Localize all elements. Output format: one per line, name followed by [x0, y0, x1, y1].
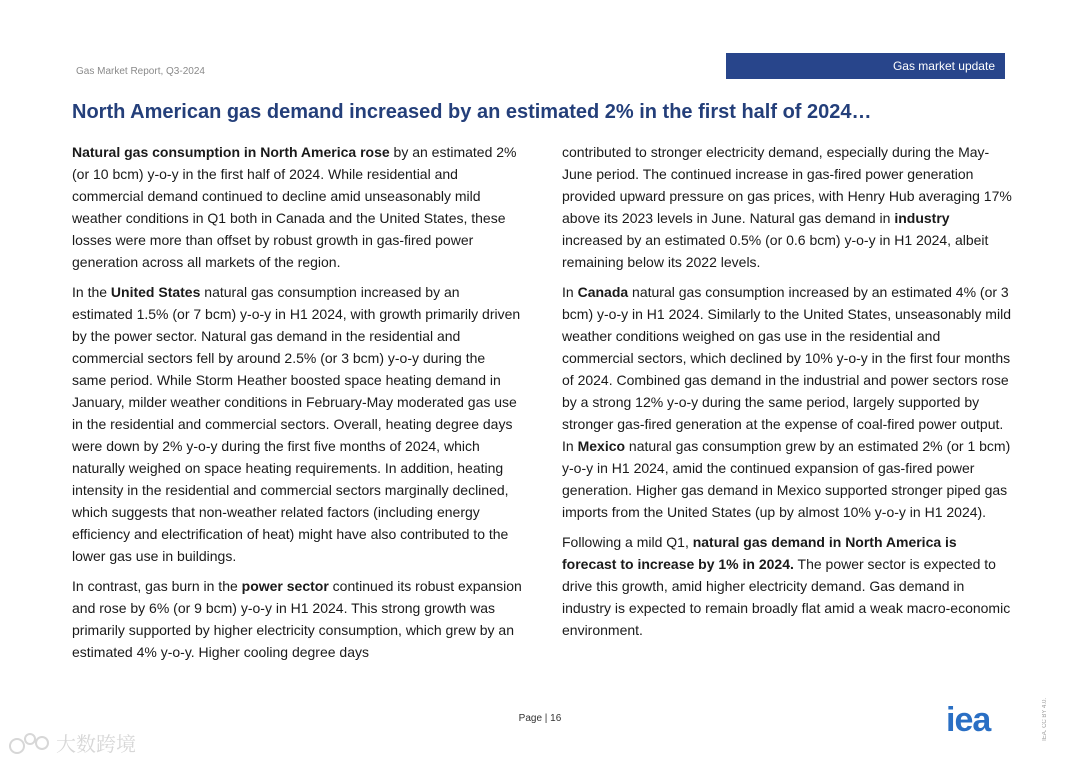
- text-run: by an estimated 2% (or 10 bcm) y-o-y in the first half of 2024. While residential and commercial demand continued to decline amid unseasonably mild weather conditions in Q1 both in Canada and the United States, these losses were more than offset by robust growth in gas-fired power generation across all markets of the region.: [72, 144, 517, 270]
- page-number: Page | 16: [518, 713, 562, 724]
- report-name: Gas Market Report, Q3-2024: [76, 66, 205, 77]
- text-run: In the: [72, 284, 111, 300]
- body-paragraph: [72, 141, 522, 273]
- text-run: continued its robust expansion and rose by 6% (or 9 bcm) y-o-y in H1 2024. This strong growth was primarily supported by higher electricity consumption, which grew by an estimated 4% y-o-y. Higher cooling degree days: [72, 578, 522, 660]
- page-title: North American gas demand increased by an estimated 2% in the first half of 2024…: [72, 101, 872, 123]
- section-tag: Gas market update: [726, 53, 1005, 79]
- watermark-text: 大数跨境: [56, 732, 136, 756]
- bold-phrase: Natural gas consumption in North America rose: [72, 144, 390, 160]
- text-run: natural gas consumption grew by an estimated 2% (or 1 bcm) y-o-y in H1 2024, amid the continued expansion of gas-fired power generation. Higher gas demand in Mexico supported stronger piped gas imports from the United States (up by almost 10% y-o-y in H1 2024).: [562, 438, 1011, 520]
- text-run: In contrast, gas burn in the: [72, 578, 242, 594]
- watermark: [8, 728, 136, 757]
- bold-phrase: United States: [110, 284, 201, 300]
- text-run: The power sector is expected to drive this growth, amid higher electricity demand. Gas demand in industry is expected to remain broadly flat amid a weak macro-economic environment.: [562, 556, 1011, 638]
- iea-logo: iea: [946, 701, 991, 739]
- watermark-logo-icon: [8, 730, 52, 756]
- bold-phrase: Canada: [577, 284, 629, 300]
- body-paragraph: [562, 281, 1012, 523]
- bold-phrase: industry: [894, 210, 950, 226]
- text-run: natural gas consumption increased by an estimated 4% (or 3 bcm) y-o-y in H1 2024. Similarly to the United States, unseasonably mild weather conditions weighed on gas use in the residential and commercial sectors, which declined by 10% y-o-y in the first four months of 2024. Combined gas demand in the industrial and power sectors rose by a strong 12% y-o-y during the same period, largely supported by stronger gas-fired generation at the expense of coal-fired power output. In: [562, 284, 1011, 454]
- text-run: Following a mild Q1,: [562, 534, 693, 550]
- body-paragraph: [72, 575, 522, 663]
- body-paragraph: [562, 531, 1012, 641]
- body-paragraph: [72, 281, 522, 567]
- body-paragraph: [562, 141, 1012, 273]
- license-mark: IEA. CC BY 4.0.: [1042, 698, 1048, 741]
- bold-phrase: Mexico: [577, 438, 626, 454]
- left-column: [72, 141, 522, 671]
- text-run: contributed to stronger electricity demand, especially during the May-June period. The continued increase in gas-fired power generation provided upward pressure on gas prices, with Henry Hub averaging 17% above its 2023 levels in June. Natural gas demand in: [562, 144, 1012, 226]
- text-run: natural gas consumption increased by an estimated 1.5% (or 7 bcm) y-o-y in H1 2024, with growth primarily driven by the power sector. Natural gas demand in the residential and commercial sectors fell by around 2.5% (or 3 bcm) y-o-y during the same period. While Storm Heather boosted space heating demand in January, milder weather conditions in February-May moderated gas use in the residential and commercial sectors. Overall, heating degree days were down by 2% y-o-y during the first five months of 2024, which naturally weighed on space heating requirements. In addition, heating intensity in the residential and commercial sectors marginally declined, which suggests that non-weather related factors (including energy efficiency and electrification of heat) might have also contributed to the lower gas use in buildings.: [72, 284, 521, 564]
- text-run: In: [562, 284, 578, 300]
- right-column: [562, 141, 1012, 649]
- text-run: increased by an estimated 0.5% (or 0.6 bcm) y-o-y in H1 2024, albeit remaining below its 2022 levels.: [562, 232, 989, 270]
- bold-phrase: natural gas demand in North America is forecast to increase by 1% in 2024.: [562, 534, 957, 572]
- bold-phrase: power sector: [241, 578, 329, 594]
